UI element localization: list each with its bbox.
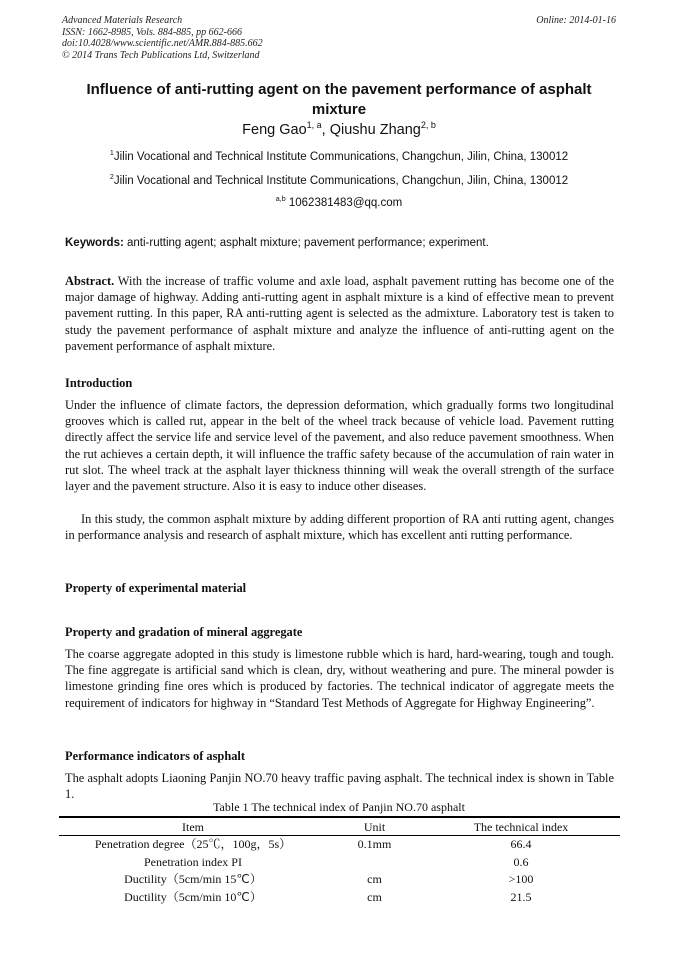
- table-header-row: [59, 817, 620, 836]
- affiliation: [62, 174, 616, 188]
- table-row: [59, 836, 620, 854]
- column-header: The technical index: [422, 817, 620, 836]
- table-row: [59, 889, 620, 907]
- author-separator: ,: [321, 122, 330, 138]
- online-date: Online: 2014-01-16: [536, 15, 616, 26]
- author-superscript: 1, a: [306, 120, 322, 131]
- subsection-heading: Property and gradation of mineral aggregate: [65, 625, 303, 639]
- abstract: [65, 273, 614, 354]
- table-cell: Ductility（5cm/min 15℃）: [124, 872, 262, 886]
- technical-index-table: [59, 816, 620, 906]
- affiliation-text: Jilin Vocational and Technical Institute Communications, Changchun, Jilin, China, 130012: [113, 151, 569, 163]
- table-cell: 66.4: [510, 837, 532, 851]
- doi-line: doi:10.4028/www.scientific.net/AMR.884-885.662: [62, 38, 263, 49]
- subsection-heading: Performance indicators of asphalt: [65, 749, 245, 763]
- page-header: [62, 15, 616, 61]
- table-row: [59, 871, 620, 889]
- paragraph: Under the influence of climate factors, the depression deformation, which gradually forms two longitudinal grooves which is called rut, appear in the belt of the wheel track because of vehicle load. Pavement rutting directly affect the service life and service level of the pavement, and also reduce pavement smoothness. When the rut achieves a certain depth, it will influence the traffic safety because of the accumulation of rain water in rut slot. The wheel track at the asphalt layer thickness thinning will weak the overall strength of the surface layer and the pavement structure. Also it is easy to induce other diseases.: [65, 398, 614, 494]
- table-cell: 0.6: [513, 854, 529, 869]
- table-cell: cm: [367, 889, 382, 904]
- keywords-text: anti-rutting agent; asphalt mixture; pavement performance; experiment.: [123, 237, 489, 249]
- affiliation: [62, 150, 616, 164]
- abstract-text: With the increase of traffic volume and axle load, asphalt pavement rutting has become one of the major damage of highway. Adding anti-rutting agent in asphalt mixture is a kind of effective mean to prevent pavement rutting. In this paper, RA anti-rutting agent is selected as the admixture. Laboratory test is taken to study the pavement performance of asphalt mixture and analyze the influence of anti-rutting agent on the pavement performance of asphalt mixture.: [65, 274, 614, 353]
- paragraph: The coarse aggregate adopted in this study is limestone rubble which is hard, hard-wearing, tough and tough. The fine aggregate is artificial sand which is clean, dry, without weathering and pure. The mineral powder is limestone grinding fine ores which is produced by factories. The technical indicator of aggregate meets the requirement of indicators for highway in “Standard Test Methods of Aggregate for Highway Engineering”.: [65, 647, 614, 710]
- affiliation-text: Jilin Vocational and Technical Institute Communications, Changchun, Jilin, China, 130012: [113, 175, 569, 187]
- table-cell: Penetration index PI: [144, 854, 242, 869]
- section-heading: Introduction: [65, 376, 133, 390]
- table-cell: 21.5: [510, 889, 532, 904]
- email-line: [62, 196, 616, 210]
- email-address[interactable]: 1062381483@qq.com: [285, 197, 403, 209]
- author-line: [62, 121, 616, 139]
- table-cell: >100: [508, 872, 534, 886]
- journal-name: Advanced Materials Research: [62, 15, 183, 26]
- abstract-label: Abstract.: [65, 274, 115, 288]
- table-cell: Ductility（5cm/min 10℃）: [124, 889, 262, 904]
- affiliation-superscript: 2: [109, 173, 114, 182]
- issn-line: ISSN: 1662-8985, Vols. 884-885, pp 662-666: [62, 26, 242, 38]
- section-heading: Property of experimental material: [65, 581, 247, 595]
- column-header: Unit: [327, 817, 422, 836]
- author-name: Feng Gao: [242, 122, 307, 138]
- email-superscript: a,b: [275, 195, 286, 204]
- table-cell: Penetration degree（25℃，100g，5s）: [94, 837, 292, 851]
- table-cell: 0.1mm: [357, 837, 392, 851]
- author-name: Qiushu Zhang: [329, 122, 421, 138]
- paper-title: Influence of anti-rutting agent on the pavement performance of asphalt mixture: [86, 81, 592, 118]
- paragraph: The asphalt adopts Liaoning Panjin NO.70 heavy traffic paving asphalt. The technical index is shown in Table 1.: [65, 771, 614, 802]
- column-header: Item: [59, 817, 327, 836]
- keywords-label: Keywords:: [65, 237, 124, 249]
- affiliation-superscript: 1: [109, 149, 114, 158]
- paragraph: In this study, the common asphalt mixture by adding different proportion of RA anti rutting agent, changes in performance analysis and research of asphalt mixture, which has excellent anti rutting performance.: [65, 512, 614, 543]
- keywords: [65, 236, 615, 250]
- table-row: [59, 854, 620, 872]
- table-cell: [327, 854, 422, 872]
- table-caption: Table 1 The technical index of Panjin NO.70 asphalt: [213, 800, 465, 814]
- author-superscript: 2, b: [420, 120, 436, 131]
- table-cell: cm: [367, 872, 382, 886]
- copyright-line: © 2014 Trans Tech Publications Ltd, Switzerland: [62, 49, 260, 61]
